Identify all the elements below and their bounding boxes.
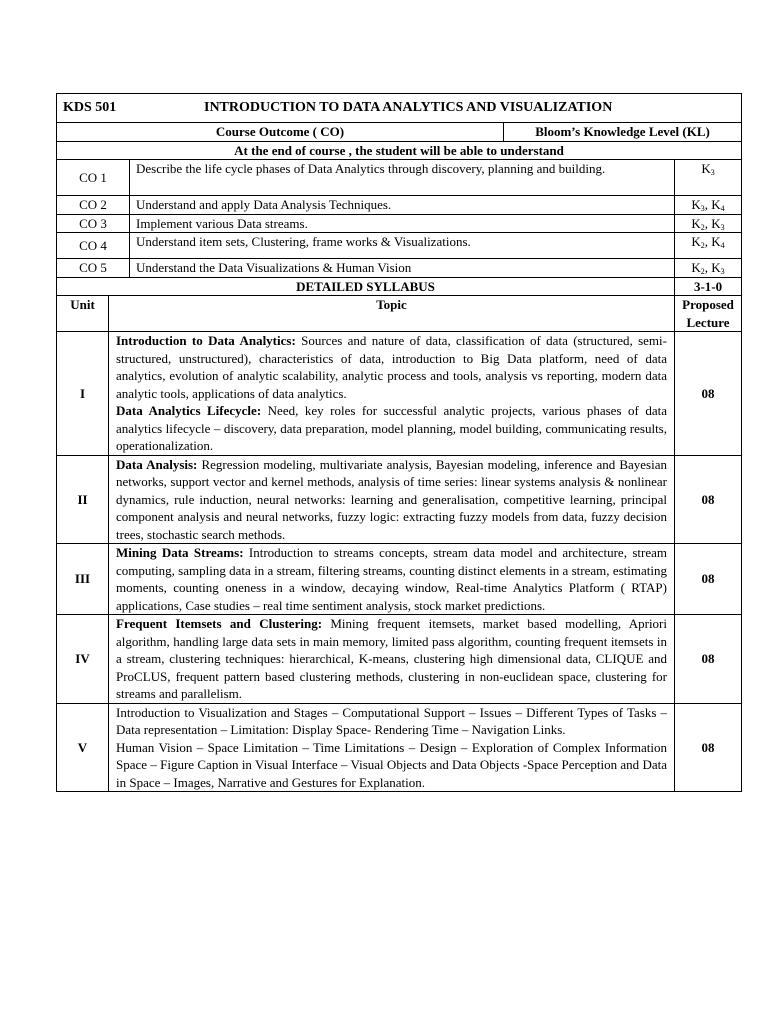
unit-columns-row [57, 296, 742, 332]
kl-level: $K_4$ [711, 197, 725, 213]
kl-level: $K_3$ [701, 161, 715, 177]
topic-heading: Frequent Itemsets and Clustering: [116, 616, 323, 631]
syllabus-table [56, 93, 742, 792]
kl-level: $K_3$ [691, 197, 705, 213]
kl-level: $K_3$ [711, 260, 725, 276]
unit-topics [109, 544, 675, 615]
co-row [57, 233, 742, 259]
lecture-header-line: Proposed [682, 297, 734, 312]
topic-paragraph [116, 704, 667, 739]
topic-text: Introduction to streams concepts, stream data model and architecture, stream computing, sampling data in a stream, filtering streams, counting distinct elements in a stream, estimating moments, counting oneness in a window, decaying window, Real-time Analytics Platform ( RTAP) applications, Case studies – real time sentiment analysis, stock market predictions. [116, 545, 667, 613]
unit-number: I [57, 332, 109, 456]
unit-row [57, 332, 742, 456]
co-id: CO 3 [57, 214, 130, 233]
co-kl: $K_2$, $K_3$ [675, 259, 742, 278]
unit-row [57, 455, 742, 544]
unit-number: III [57, 544, 109, 615]
topic-paragraph [116, 615, 667, 703]
topic-heading: Introduction to Data Analytics: [116, 333, 296, 348]
kl-level: $K_4$ [711, 234, 725, 250]
co-description: Describe the life cycle phases of Data Analytics through discovery, planning and building. [130, 160, 675, 196]
co-kl: $K_2$, $K_4$ [675, 233, 742, 259]
unit-col-header: Unit [57, 296, 109, 332]
unit-topics [109, 615, 675, 704]
co-row [57, 214, 742, 233]
topic-text: Regression modeling, multivariate analysis, Bayesian modeling, inference and Bayesian networks, support vector and kernel methods, analysis of time series: linear systems analysis & nonlinear dynamics, rule induction, neural networks: learning and generalisation, competitive learning, principal component analysis and neural networks, fuzzy logic: extracting fuzzy models from data, fuzzy decision trees, stochastic search methods. [116, 456, 667, 542]
co-intro: At the end of course , the student will be able to understand [57, 141, 742, 160]
co-kl [675, 160, 742, 196]
unit-row [57, 703, 742, 792]
unit-lectures: 08 [675, 332, 742, 456]
topic-text: Sources and nature of data, classification of data (structured, semi-structured, unstructured), characteristics of data, introduction to Big Data platform, need of data analytics, evolution of analytic scalability, analytic process and tools, analysis vs reporting, modern data analytic tools, applications of data analytics. [116, 333, 667, 401]
co-kl: $K_3$, $K_4$ [675, 196, 742, 215]
topic-paragraph [116, 456, 667, 544]
topic-paragraph [116, 402, 667, 455]
syllabus-heading: DETAILED SYLLABUS [57, 277, 675, 296]
kl-level: $K_2$ [691, 234, 705, 250]
unit-topics [109, 332, 675, 456]
kl-level: $K_3$ [711, 215, 725, 232]
topic-paragraph [116, 739, 667, 792]
lecture-header-line: Lecture [686, 314, 730, 330]
co-row [57, 259, 742, 278]
course-outcome-header: Course Outcome ( CO) [57, 123, 504, 142]
unit-row [57, 544, 742, 615]
unit-lectures: 08 [675, 455, 742, 544]
topic-heading: Mining Data Streams: [116, 545, 244, 560]
co-id: CO 5 [57, 259, 130, 278]
unit-lectures: 08 [675, 615, 742, 704]
topic-heading: Data Analysis: [116, 456, 198, 472]
co-id: CO 2 [57, 196, 130, 215]
unit-lectures: 08 [675, 703, 742, 792]
unit-topics [109, 455, 675, 544]
topic-paragraph [116, 544, 667, 614]
syllabus-page [56, 93, 741, 792]
unit-number: IV [57, 615, 109, 704]
co-header-row [57, 123, 742, 142]
ltp: 3-1-0 [675, 277, 742, 296]
syllabus-heading-row [57, 277, 742, 296]
topic-text: Mining frequent itemsets, market based modelling, Apriori algorithm, handling large data sets in main memory, limited pass algorithm, counting frequent itemsets in a stream, clustering techniques: hierarchical, K-means, clustering high dimensional data, CLIQUE and ProCLUS, frequent pattern based clustering methods, clustering in non-euclidean space, clustering for streams and parallelism. [116, 616, 667, 701]
co-row [57, 196, 742, 215]
blooms-level-header: Bloom’s Knowledge Level (KL) [504, 123, 742, 142]
co-id: CO 1 [57, 160, 130, 196]
kl-level: $K_2$ [691, 260, 705, 276]
co-description: Understand and apply Data Analysis Techniques. [130, 196, 675, 215]
kl-level: $K_2$ [691, 215, 705, 232]
co-kl: $K_2$, $K_3$ [675, 214, 742, 233]
co-row [57, 160, 742, 196]
unit-row [57, 615, 742, 704]
co-intro-row [57, 141, 742, 160]
co-description: Understand the Data Visualizations & Human Vision [130, 259, 675, 278]
topic-text: Need, key roles for successful analytic projects, various phases of data analytics lifecycle – discovery, data preparation, model planning, model building, communicating results, operationalization. [116, 403, 667, 453]
topic-paragraph [116, 332, 667, 402]
title-row [57, 94, 742, 123]
lecture-col-header [675, 296, 742, 332]
topic-col-header: Topic [109, 296, 675, 332]
course-title: INTRODUCTION TO DATA ANALYTICS AND VISUALIZATION [204, 100, 613, 116]
unit-topics [109, 703, 675, 792]
topic-text: Introduction to Visualization and Stages – Computational Support – Issues – Different Types of Tasks – Data representation – Limitation: Display Space- Rendering Time – Navigation Links. [116, 704, 667, 737]
topic-text: Human Vision – Space Limitation – Time Limitations – Design – Exploration of Complex Information Space – Figure Caption in Visual Interface – Visual Objects and Data Objects -Space Perception and Data in Space – Images, Narrative and Gestures for Explanation. [116, 739, 667, 790]
co-description: Implement various Data streams. [130, 214, 675, 233]
co-description: Understand item sets, Clustering, frame works & Visualizations. [130, 233, 675, 259]
unit-number: II [57, 455, 109, 544]
topic-heading: Data Analytics Lifecycle: [116, 403, 262, 418]
unit-lectures: 08 [675, 544, 742, 615]
unit-number: V [57, 703, 109, 792]
co-id: CO 4 [57, 233, 130, 259]
course-code: KDS 501 [63, 100, 117, 116]
